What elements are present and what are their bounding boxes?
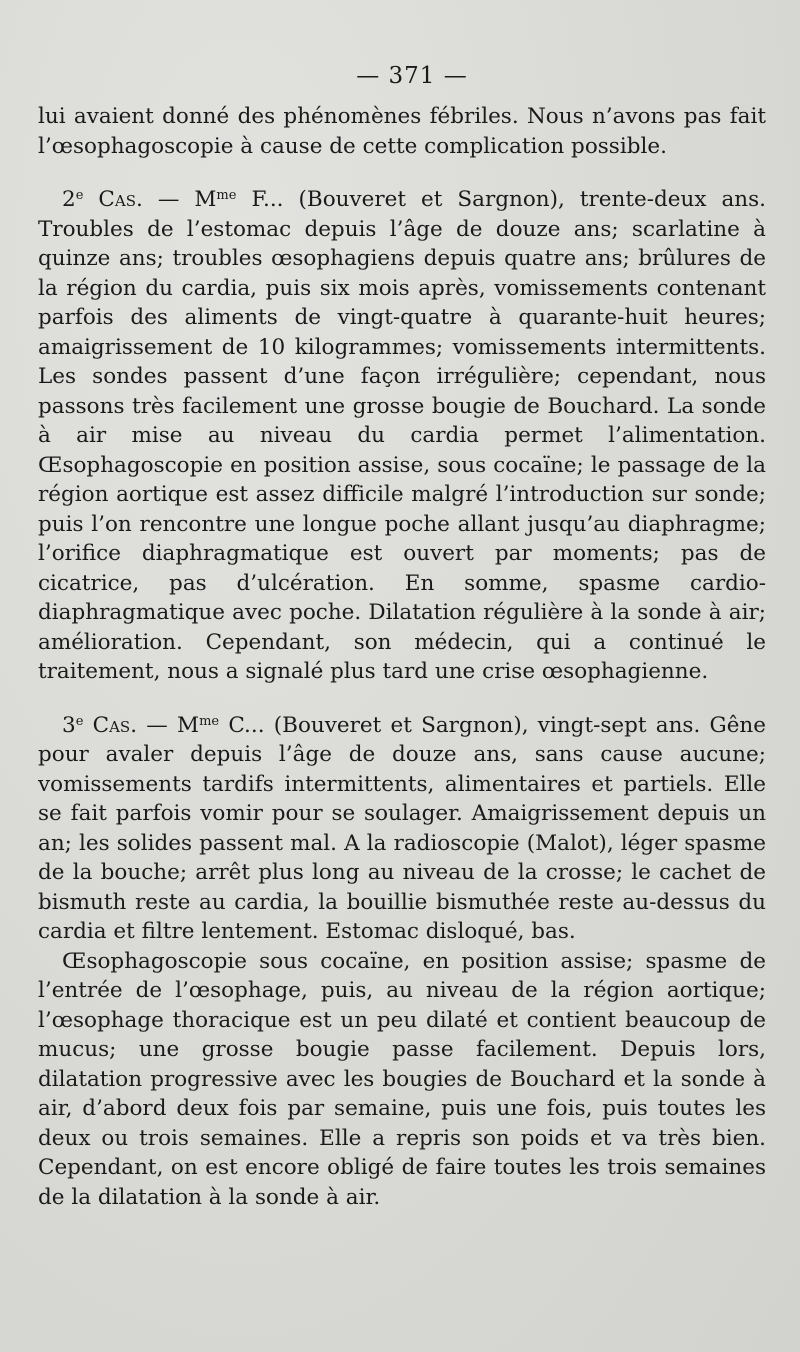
case-2-paragraph — [38, 185, 766, 687]
case-2-number: 2e — [62, 187, 84, 212]
case-2-text: F... (Bouveret et Sargnon), trente-deux ans. Troubles de l’estomac depuis l’âge de douze ans; scarlatine à quinze ans; troubles œsophagiens depuis quatre ans; brûlures de la région du cardia, puis six mois après, vomissements contenant parfois des aliments de vingt-quatre à quarante-huit heures; amaigrissement de 10 kilogrammes; vomissements intermittents. Les sondes passent d’une façon irrégulière; cependant, nous passons très facilement une grosse bougie de Bouchard. La sonde à air mise au niveau du cardia permet l’alimentation. Œsophagoscopie en position assise, sous cocaïne; le passage de la région aortique est assez difficile malgré l’introduction sur sonde; puis l’on rencontre une longue poche allant jusqu’au diaphragme; l’orifice diaphragmatique est ouvert par moments; pas de cicatrice, pas d’ulcération. En somme, spasme cardio-diaphragmatique avec poche. Dilatation régulière à la sonde à air; amélioration. Cependant, son médecin, qui a continué le traitement, nous a signalé plus tard une crise œsophagienne. — [38, 187, 767, 684]
case-3 — [38, 711, 766, 947]
case-3-text: C... (Bouveret et Sargnon), vingt-sept ans. Gêne pour avaler depuis l’âge de douze ans, sans cause aucune; vomissements tardifs intermittents, alimentaires et partiels. Elle se fait parfois vomir pour se soulager. Amaigrissement depuis un an; les solides passent mal. A la radioscopie (Malot), léger spasme de la bouche; arrêt plus long au niveau de la crosse; le cachet de bismuth reste au cardia, la bouillie bismuthée reste au-dessus du cardia et filtre lentement. Estomac disloqué, bas. — [38, 712, 766, 944]
page-content — [38, 56, 766, 1212]
case-3-title: $M^{me}$ — [177, 712, 220, 738]
page-number: — 371 — — [356, 63, 468, 89]
case-2-title: $M^{me}$ — [194, 187, 237, 212]
intro-paragraph — [38, 102, 766, 161]
case-3-continuation — [38, 947, 766, 1213]
intro-text: lui avaient donné des phénomènes fébriles. Nous n’avons pas fait l’œsophagoscopie à cause de cette complication possible. — [38, 104, 766, 159]
case-3-number: 3e — [62, 712, 84, 738]
case-3-heading: 3e Cas. — $M^{me}$ — [62, 712, 220, 738]
case-3-paragraph — [38, 711, 766, 947]
case-2-label: Cas. — [98, 187, 143, 212]
case-2 — [38, 185, 766, 687]
case-2-heading: 2e Cas. — $M^{me}$ — [62, 187, 237, 212]
case-3-paragraph-2: Œsophagoscopie sous cocaïne, en position assise; spasme de l’entrée de l’œsophage, puis, au niveau de la région aortique; l’œsophage thoracique est un peu dilaté et contient beaucoup de mucus; une grosse bougie passe facilement. Depuis lors, dilatation progressive avec les bougies de Bouchard et la sonde à air, d’abord deux fois par semaine, puis une fois, puis toutes les deux ou trois semaines. Elle a repris son poids et va très bien. Cependant, on est encore obligé de faire toutes les trois semaines de la dilatation à la sonde à air. — [38, 948, 766, 1210]
case-3-label: Cas. — [92, 712, 138, 738]
